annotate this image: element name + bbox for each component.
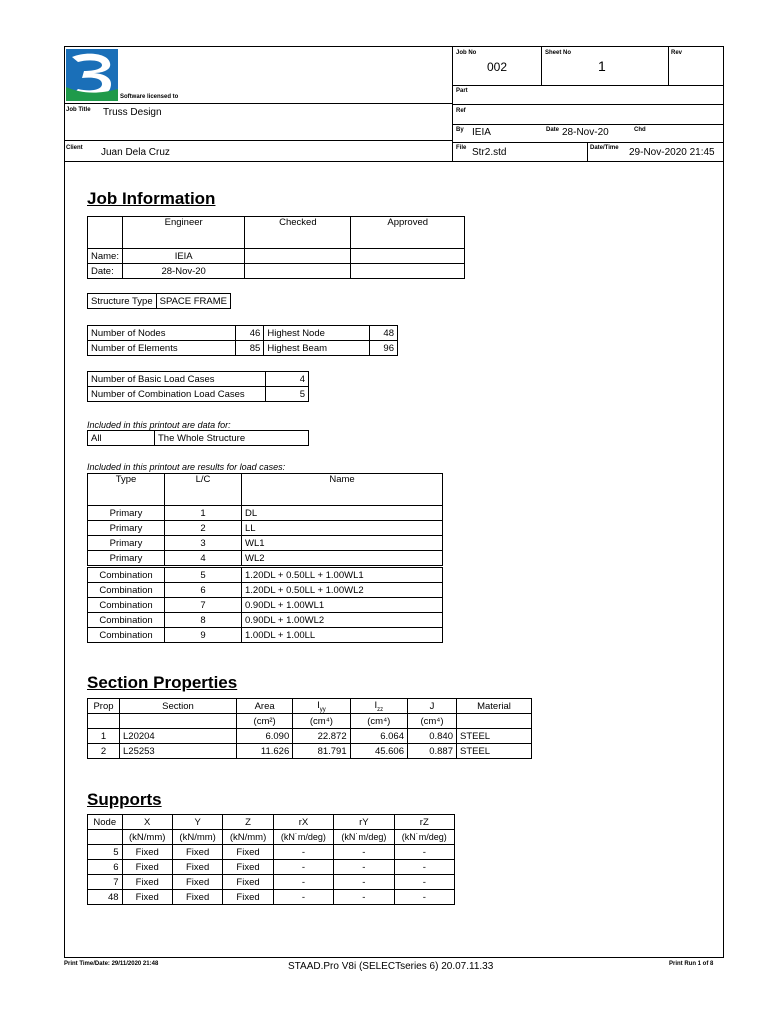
rz-cell: - [394,845,454,860]
file-value: Str2.std [472,147,507,158]
support-row [88,845,455,860]
x-header: X [122,815,172,830]
rx-header: rX [273,815,333,830]
lc-type-cell: Combination [88,628,165,643]
lc-type-cell: Primary [88,521,165,536]
j-header: J [408,699,457,714]
client-label: Client [66,145,83,151]
x-unit: (kN/mm) [122,830,172,845]
lc-number-cell: 8 [165,613,242,628]
prop-header: Prop [88,699,120,714]
iyy-header: $I_{yy}$ [293,699,350,714]
izz-header: $I_{zz}$ [350,699,407,714]
lc-type-cell: Primary [88,551,165,567]
rx-cell: - [273,875,333,890]
approval-corner [88,217,123,249]
included-data-note: Included in this printout are data for: [87,420,231,430]
highest-node-label: Highest Node [264,326,370,341]
lc-number-cell: 1 [165,506,242,521]
nodes-label: Number of Nodes [88,326,236,341]
nodes-value: 46 [236,326,264,341]
y-cell: Fixed [172,875,222,890]
highest-node-value: 48 [370,326,398,341]
node-header: Node [88,815,123,830]
support-row [88,875,455,890]
file-datetime-divider [587,142,588,162]
ry-cell: - [334,875,394,890]
approved-name [351,249,465,264]
sheet-no-label: Sheet No [545,50,572,56]
datetime-label: Date/Time [590,145,619,151]
iyy-unit: (cm⁴) [293,714,350,729]
data-all: All [88,431,155,446]
by-value: IEIA [472,127,491,138]
datetime-value: 29-Nov-2020 21:45 [629,147,715,158]
section-properties-table [87,698,532,759]
lc-name-cell: 0.90DL + 1.00WL1 [242,598,443,613]
z-cell: Fixed [223,845,273,860]
lc-name-header: Name [242,474,443,506]
approved-date [351,264,465,279]
node-unit [88,830,123,845]
part-box [452,85,724,105]
load-case-row [88,521,443,536]
material-header: Material [457,699,532,714]
j-unit: (cm⁴) [408,714,457,729]
x-cell: Fixed [122,860,172,875]
supports-table [87,814,455,905]
lc-name-cell: 1.20DL + 0.50LL + 1.00WL1 [242,567,443,583]
rz-unit: (kN˙m/deg) [394,830,454,845]
load-case-row [88,628,443,643]
x-cell: Fixed [122,875,172,890]
checked-name [245,249,351,264]
rx-cell: - [273,860,333,875]
load-case-row [88,506,443,521]
section-row [88,729,532,744]
lc-type-cell: Combination [88,598,165,613]
structure-type-value: SPACE FRAME [156,294,230,309]
material-cell: STEEL [457,744,532,759]
elements-label: Number of Elements [88,341,236,356]
lc-number-cell: 5 [165,567,242,583]
job-no-label: Job No [456,50,477,56]
lc-name-cell: DL [242,506,443,521]
rx-cell: - [273,890,333,905]
checked-date [245,264,351,279]
included-results-note: Included in this printout are results for load cases: [87,462,286,472]
highest-beam-value: 96 [370,341,398,356]
support-row [88,890,455,905]
prop-unit [88,714,120,729]
y-cell: Fixed [172,860,222,875]
material-cell: STEEL [457,729,532,744]
ry-cell: - [334,890,394,905]
structure-type-table [87,293,231,309]
z-cell: Fixed [223,860,273,875]
section-unit [120,714,237,729]
lc-name-cell: 1.00DL + 1.00LL [242,628,443,643]
comb-lc-label: Number of Combination Load Cases [88,387,266,402]
load-case-row [88,567,443,583]
date-row-value: 28-Nov-20 [122,264,244,279]
date-label: Date [546,127,560,133]
job-information-heading: Job Information [87,189,216,208]
included-data-table [87,430,309,446]
lc-number-cell: 3 [165,536,242,551]
file-label: File [456,145,467,151]
sheet-no-value: 1 [598,58,606,74]
part-label: Part [456,88,468,94]
ref-box [452,104,724,125]
print-run: Print Run 1 of 8 [669,961,714,967]
load-case-row [88,583,443,598]
prop-cell: 1 [88,729,120,744]
area-header: Area [237,699,293,714]
area-unit: (cm²) [237,714,293,729]
chd-label: Chd [634,127,646,133]
lc-type-cell: Combination [88,613,165,628]
ref-label: Ref [456,108,466,114]
iyy-cell: 81.791 [293,744,350,759]
software-version: STAAD.Pro V8i (SELECTseries 6) 20.07.11.33 [288,961,494,972]
load-case-count-table [87,371,309,402]
lc-type-cell: Primary [88,536,165,551]
lc-name-cell: 1.20DL + 0.50LL + 1.00WL2 [242,583,443,598]
lc-type-cell: Primary [88,506,165,521]
y-cell: Fixed [172,845,222,860]
lc-name-cell: 0.90DL + 1.00WL2 [242,613,443,628]
z-header: Z [223,815,273,830]
lc-number-cell: 7 [165,598,242,613]
ry-cell: - [334,845,394,860]
area-cell: 6.090 [237,729,293,744]
lc-name-cell: LL [242,521,443,536]
z-cell: Fixed [223,875,273,890]
rz-cell: - [394,890,454,905]
lc-name-cell: WL2 [242,551,443,567]
lc-number-cell: 9 [165,628,242,643]
node-cell: 6 [88,860,123,875]
ry-header: rY [334,815,394,830]
basic-lc-label: Number of Basic Load Cases [88,372,266,387]
checked-header: Checked [245,217,351,249]
z-cell: Fixed [223,890,273,905]
iyy-cell: 22.872 [293,729,350,744]
job-title-value: Truss Design [103,107,162,118]
support-row [88,860,455,875]
ry-unit: (kN˙m/deg) [334,830,394,845]
lc-number-cell: 6 [165,583,242,598]
structure-type-label: Structure Type [88,294,157,309]
lc-type-cell: Combination [88,567,165,583]
y-cell: Fixed [172,890,222,905]
rz-cell: - [394,860,454,875]
j-cell: 0.887 [408,744,457,759]
section-properties-heading: Section Properties [87,673,238,692]
date-row-label: Date: [88,264,123,279]
approval-table [87,216,465,279]
izz-cell: 45.606 [350,744,407,759]
rz-cell: - [394,875,454,890]
bentley-b-logo-icon [66,49,118,101]
rx-unit: (kN˙m/deg) [273,830,333,845]
rx-cell: - [273,845,333,860]
load-case-row [88,613,443,628]
x-cell: Fixed [122,890,172,905]
rev-label: Rev [671,50,683,56]
node-cell: 5 [88,845,123,860]
name-value: IEIA [122,249,244,264]
lc-number-cell: 2 [165,521,242,536]
z-unit: (kN/mm) [223,830,273,845]
supports-heading: Supports [87,790,162,809]
job-title-label: Job Title [66,107,91,113]
data-desc: The Whole Structure [155,431,309,446]
client-value: Juan Dela Cruz [101,147,170,158]
comb-lc-value: 5 [266,387,309,402]
elements-value: 85 [236,341,264,356]
load-case-row [88,536,443,551]
lc-type-cell: Combination [88,583,165,598]
highest-beam-label: Highest Beam [264,341,370,356]
j-cell: 0.840 [408,729,457,744]
y-header: Y [172,815,222,830]
job-no-value: 002 [487,60,508,74]
node-cell: 48 [88,890,123,905]
basic-lc-value: 4 [266,372,309,387]
lc-type-header: Type [88,474,165,506]
by-label: By [456,127,464,133]
node-cell: 7 [88,875,123,890]
load-cases-table [87,473,443,643]
x-cell: Fixed [122,845,172,860]
print-time: Print Time/Date: 29/11/2020 21:48 [64,961,159,967]
izz-cell: 6.064 [350,729,407,744]
lc-number-header: L/C [165,474,242,506]
engineer-header: Engineer [122,217,244,249]
lc-name-cell: WL1 [242,536,443,551]
date-value: 28-Nov-20 [562,127,609,138]
lc-number-cell: 4 [165,551,242,567]
material-unit [457,714,532,729]
prop-cell: 2 [88,744,120,759]
rz-header: rZ [394,815,454,830]
section-cell: L25253 [120,744,237,759]
approved-header: Approved [351,217,465,249]
name-label: Name: [88,249,123,264]
area-cell: 11.626 [237,744,293,759]
section-row [88,744,532,759]
load-case-row [88,551,443,567]
load-case-row [88,598,443,613]
licensed-to-label: Software licensed to [120,94,179,100]
section-cell: L20204 [120,729,237,744]
counts-table [87,325,398,356]
section-header: Section [120,699,237,714]
izz-unit: (cm⁴) [350,714,407,729]
y-unit: (kN/mm) [172,830,222,845]
ry-cell: - [334,860,394,875]
